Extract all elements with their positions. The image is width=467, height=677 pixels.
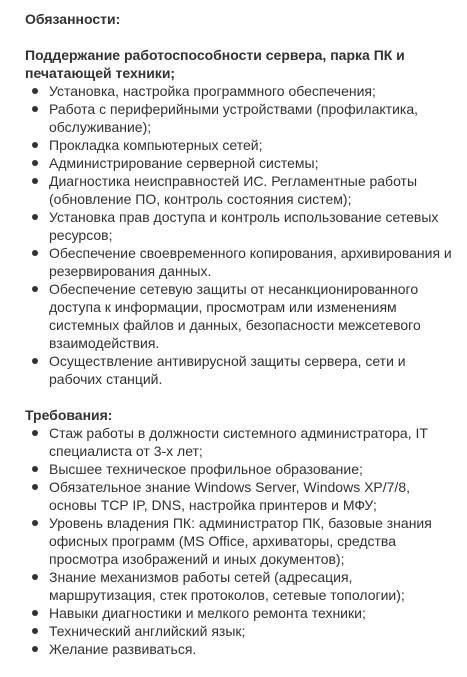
duties-heading: Обязанности:	[25, 11, 121, 27]
bullet-icon	[32, 574, 38, 580]
list-item-text: Администрирование серверной системы;	[49, 155, 319, 171]
bullet-icon	[32, 214, 38, 220]
list-item	[25, 424, 459, 460]
list-item	[25, 100, 459, 136]
list-item-text: Обеспечение сетевую защиты от несанкционированного доступа к информации, просмотрам или изменениям системных файлов и данных, безопасности межсетевого взаимодействия.	[49, 281, 421, 351]
bullet-icon	[32, 160, 38, 166]
list-item-text: Осуществление антивирусной защиты сервера, сети и рабочих станций.	[49, 353, 406, 387]
list-item-text: Установка прав доступа и контроль использование сетевых ресурсов;	[49, 209, 439, 243]
bullet-icon	[32, 358, 38, 364]
list-item-text: Уровень владения ПК: администратор ПК, базовые знания офисных программ (MS Office, архиваторы, средства просмотра изображений и иных документов);	[49, 515, 432, 567]
list-item-text: Знание механизмов работы сетей (адресация, маршрутизация, стек протоколов, сетевые топологии);	[49, 569, 405, 603]
list-item	[25, 280, 459, 352]
list-item-text: Установка, настройка программного обеспечения;	[49, 83, 376, 99]
spacer	[25, 28, 459, 46]
bullet-icon	[32, 610, 38, 616]
list-item-text: Прокладка компьютерных сетей;	[49, 137, 263, 153]
bullet-icon	[32, 286, 38, 292]
bullet-icon	[32, 106, 38, 112]
list-item-text: Обязательное знание Windows Server, Windows XP/7/8, основы TCP IP, DNS, настройка принтеров и МФУ;	[49, 479, 410, 513]
list-item-text: Работа с периферийными устройствами (профилактика, обслуживание);	[49, 101, 419, 135]
list-item-text: Навыки диагностики и мелкого ремонта техники;	[49, 605, 366, 621]
duties-list	[25, 82, 459, 388]
bullet-icon	[32, 178, 38, 184]
list-item-text: Технический английский язык;	[49, 623, 246, 639]
list-item	[25, 514, 459, 568]
requirements-list	[25, 424, 459, 658]
list-item	[25, 136, 459, 154]
bullet-icon	[32, 466, 38, 472]
bullet-icon	[32, 88, 38, 94]
requirements-heading: Требования:	[25, 407, 113, 423]
list-item-text: Высшее техническое профильное образование;	[49, 461, 363, 477]
list-item	[25, 208, 459, 244]
list-item-text: Желание развиваться.	[49, 641, 197, 657]
list-item	[25, 568, 459, 604]
list-item	[25, 622, 459, 640]
bullet-icon	[32, 250, 38, 256]
list-item	[25, 604, 459, 622]
list-item	[25, 352, 459, 388]
list-item	[25, 244, 459, 280]
bullet-icon	[32, 628, 38, 634]
list-item-text: Диагностика неисправностей ИС. Регламентные работы (обновление ПО, контроль состояния систем);	[49, 173, 418, 207]
list-item	[25, 172, 459, 208]
duties-subheading: Поддержание работоспособности сервера, парка ПК и печатающей техники;	[25, 47, 405, 81]
bullet-icon	[32, 430, 38, 436]
spacer	[25, 388, 459, 406]
list-item	[25, 478, 459, 514]
list-item-text: Стаж работы в должности системного администратора, IT специалиста от 3-х лет;	[49, 425, 428, 459]
bullet-icon	[32, 142, 38, 148]
list-item	[25, 154, 459, 172]
list-item	[25, 460, 459, 478]
bullet-icon	[32, 520, 38, 526]
bullet-icon	[32, 646, 38, 652]
list-item	[25, 640, 459, 658]
bullet-icon	[32, 484, 38, 490]
list-item-text: Обеспечение своевременного копирования, архивирования и резервирования данных.	[49, 245, 452, 279]
list-item	[25, 82, 459, 100]
